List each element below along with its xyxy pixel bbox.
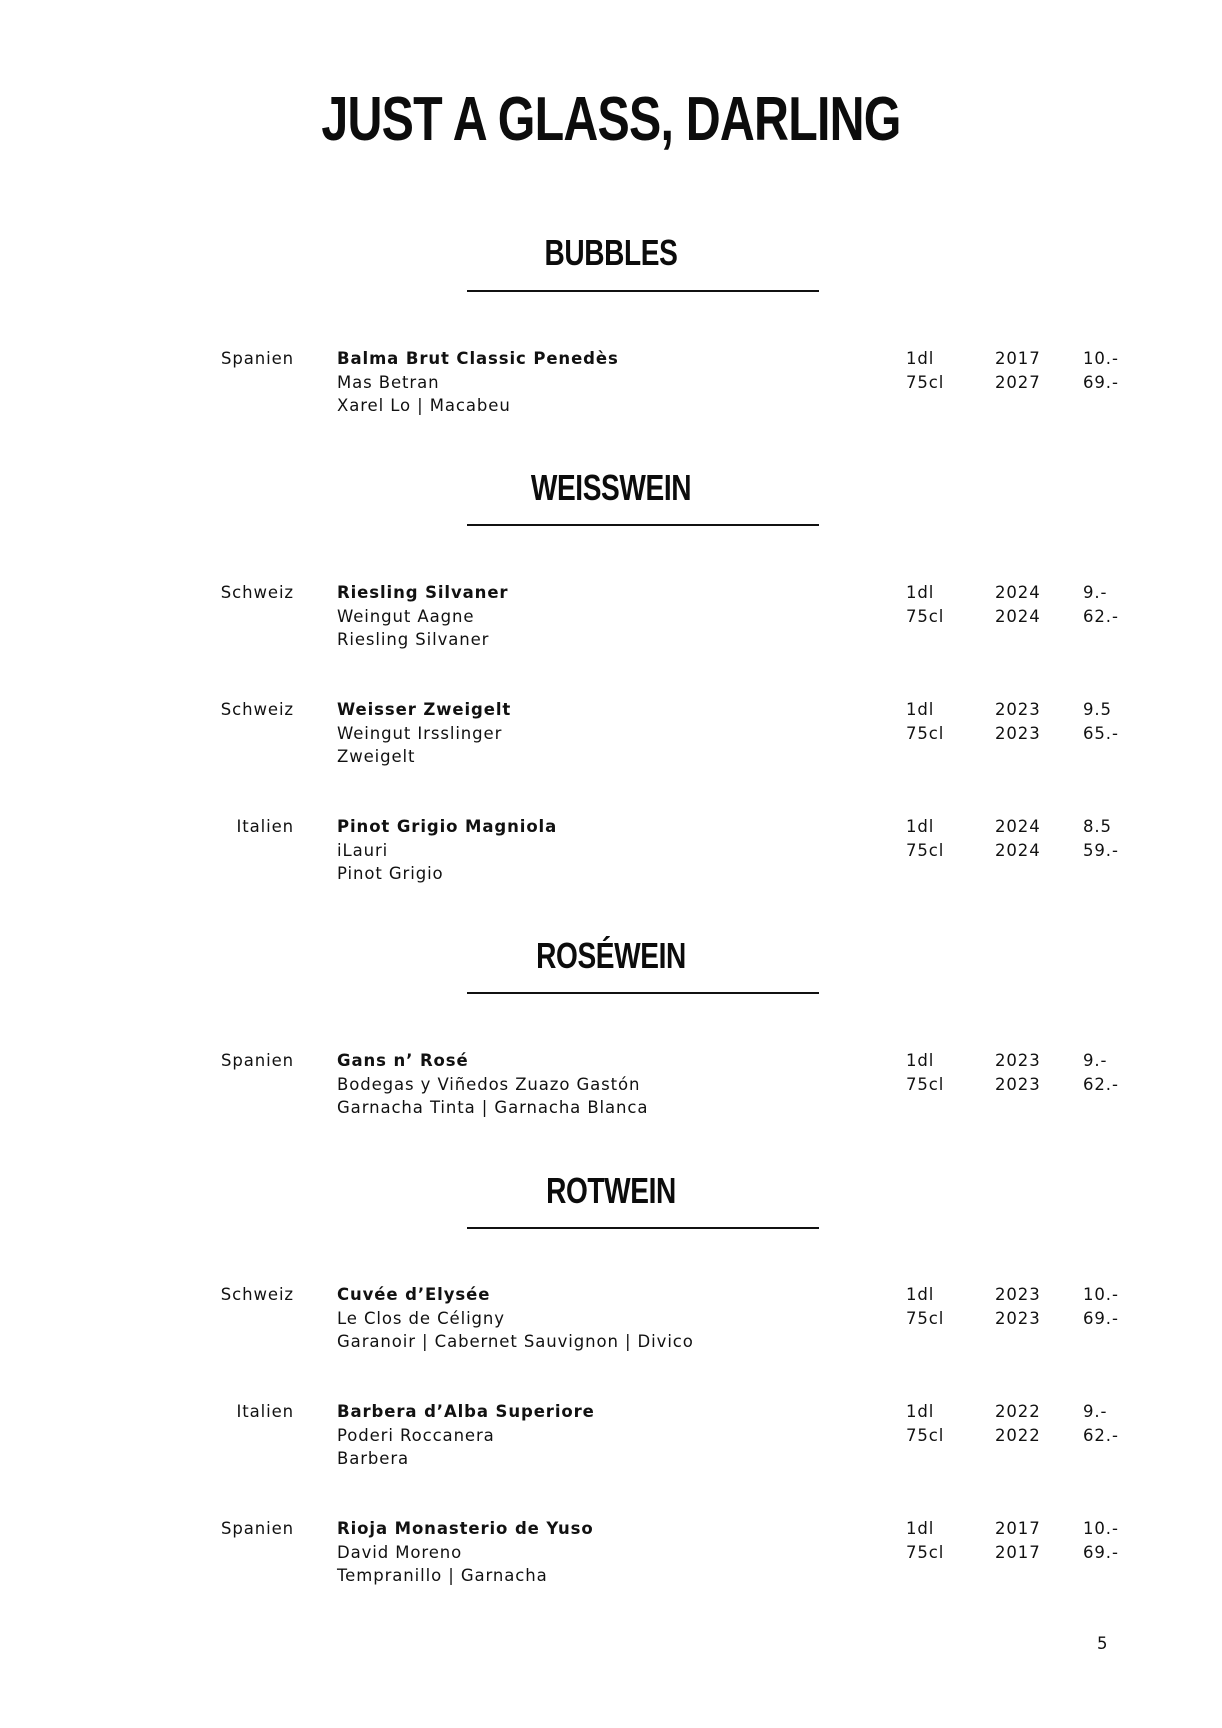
wine-name: Gans n’ Rosé	[337, 1051, 469, 1070]
glass-price: 8.5	[1083, 817, 1112, 836]
wine-name: Barbera d’Alba Superiore	[337, 1402, 595, 1421]
wine-grapes: Tempranillo | Garnacha	[337, 1566, 548, 1585]
glass-size: 1dl	[906, 700, 935, 719]
bottle-price: 65.-	[1083, 723, 1119, 743]
wine-producer: Bodegas y Viñedos Zuazo Gastón	[337, 1074, 641, 1094]
glass-size: 1dl	[906, 1519, 935, 1538]
section-divider	[467, 1227, 819, 1229]
bottle-price: 69.-	[1083, 1308, 1119, 1328]
wine-grapes: Garnacha Tinta | Garnacha Blanca	[337, 1098, 649, 1117]
glass-price: 9.-	[1083, 1051, 1108, 1070]
bottle-size: 75cl	[906, 840, 945, 860]
wine-entry	[0, 815, 1222, 887]
wine-producer: David Moreno	[337, 1542, 463, 1562]
bottle-vintage: 2023	[995, 1308, 1041, 1328]
glass-price: 9.5	[1083, 700, 1112, 719]
bottle-size: 75cl	[906, 1425, 945, 1445]
bottle-vintage: 2017	[995, 1542, 1041, 1562]
wine-entry	[0, 581, 1222, 653]
bottle-size: 75cl	[906, 1542, 945, 1562]
glass-price: 9.-	[1083, 1402, 1108, 1421]
bottle-size: 75cl	[906, 372, 945, 392]
wine-grapes: Garanoir | Cabernet Sauvignon | Divico	[337, 1332, 694, 1351]
section-divider	[467, 290, 819, 292]
wine-entry	[0, 1283, 1222, 1355]
bottle-size: 75cl	[906, 606, 945, 626]
glass-vintage: 2023	[995, 700, 1041, 719]
glass-vintage: 2023	[995, 1051, 1041, 1070]
bottle-vintage: 2022	[995, 1425, 1041, 1445]
glass-size: 1dl	[906, 349, 935, 368]
wine-name: Riesling Silvaner	[337, 583, 509, 602]
bottle-price: 62.-	[1083, 606, 1119, 626]
bottle-vintage: 2023	[995, 723, 1041, 743]
wine-country: Spanien	[220, 1051, 294, 1070]
wine-name: Balma Brut Classic Penedès	[337, 349, 619, 368]
glass-size: 1dl	[906, 583, 935, 602]
wine-country: Schweiz	[220, 700, 294, 719]
wine-entry	[0, 1049, 1222, 1121]
section-heading-weisswein: WEISSWEIN	[530, 467, 692, 508]
wine-name: Weisser Zweigelt	[337, 700, 512, 719]
glass-vintage: 2024	[995, 817, 1041, 836]
wine-producer: Poderi Roccanera	[337, 1425, 495, 1445]
wine-entry	[0, 347, 1222, 419]
wine-grapes: Barbera	[337, 1449, 410, 1468]
page-number: 5	[1097, 1634, 1108, 1653]
bottle-size: 75cl	[906, 1308, 945, 1328]
bottle-price: 69.-	[1083, 1542, 1119, 1562]
wine-producer: Weingut Irsslinger	[337, 723, 503, 743]
glass-size: 1dl	[906, 1402, 935, 1421]
wine-producer: iLauri	[337, 840, 389, 860]
wine-country: Schweiz	[220, 1285, 294, 1304]
section-heading-rosewein: ROSÉWEIN	[536, 935, 686, 976]
bottle-price: 59.-	[1083, 840, 1119, 860]
wine-producer: Mas Betran	[337, 372, 440, 392]
wine-country: Italien	[236, 817, 294, 836]
wine-entry	[0, 1400, 1222, 1472]
wine-grapes: Zweigelt	[337, 747, 416, 766]
glass-price: 10.-	[1083, 1519, 1119, 1538]
bottle-vintage: 2023	[995, 1074, 1041, 1094]
bottle-price: 62.-	[1083, 1425, 1119, 1445]
wine-country: Spanien	[220, 1519, 294, 1538]
wine-country: Schweiz	[220, 583, 294, 602]
glass-vintage: 2023	[995, 1285, 1041, 1304]
wine-country: Spanien	[220, 349, 294, 368]
wine-name: Rioja Monasterio de Yuso	[337, 1519, 594, 1538]
section-heading-bubbles: BUBBLES	[544, 232, 678, 273]
glass-size: 1dl	[906, 1051, 935, 1070]
glass-vintage: 2017	[995, 1519, 1041, 1538]
section-heading-rotwein: ROTWEIN	[546, 1170, 676, 1211]
wine-entry	[0, 698, 1222, 770]
bottle-vintage: 2027	[995, 372, 1041, 392]
wine-grapes: Pinot Grigio	[337, 864, 444, 883]
glass-price: 9.-	[1083, 583, 1108, 602]
wine-grapes: Riesling Silvaner	[337, 630, 490, 649]
glass-vintage: 2017	[995, 349, 1041, 368]
wine-entry	[0, 1517, 1222, 1589]
section-divider	[467, 992, 819, 994]
bottle-price: 62.-	[1083, 1074, 1119, 1094]
bottle-price: 69.-	[1083, 372, 1119, 392]
wine-producer: Le Clos de Céligny	[337, 1308, 505, 1328]
wine-country: Italien	[236, 1402, 294, 1421]
bottle-size: 75cl	[906, 723, 945, 743]
bottle-vintage: 2024	[995, 840, 1041, 860]
wine-name: Cuvée d’Elysée	[337, 1285, 491, 1304]
glass-vintage: 2024	[995, 583, 1041, 602]
glass-price: 10.-	[1083, 1285, 1119, 1304]
bottle-vintage: 2024	[995, 606, 1041, 626]
page-title: JUST A GLASS, DARLING	[321, 85, 901, 154]
glass-size: 1dl	[906, 817, 935, 836]
section-divider	[467, 524, 819, 526]
wine-name: Pinot Grigio Magniola	[337, 817, 558, 836]
glass-vintage: 2022	[995, 1402, 1041, 1421]
glass-size: 1dl	[906, 1285, 935, 1304]
wine-producer: Weingut Aagne	[337, 606, 475, 626]
bottle-size: 75cl	[906, 1074, 945, 1094]
wine-grapes: Xarel Lo | Macabeu	[337, 396, 511, 415]
glass-price: 10.-	[1083, 349, 1119, 368]
